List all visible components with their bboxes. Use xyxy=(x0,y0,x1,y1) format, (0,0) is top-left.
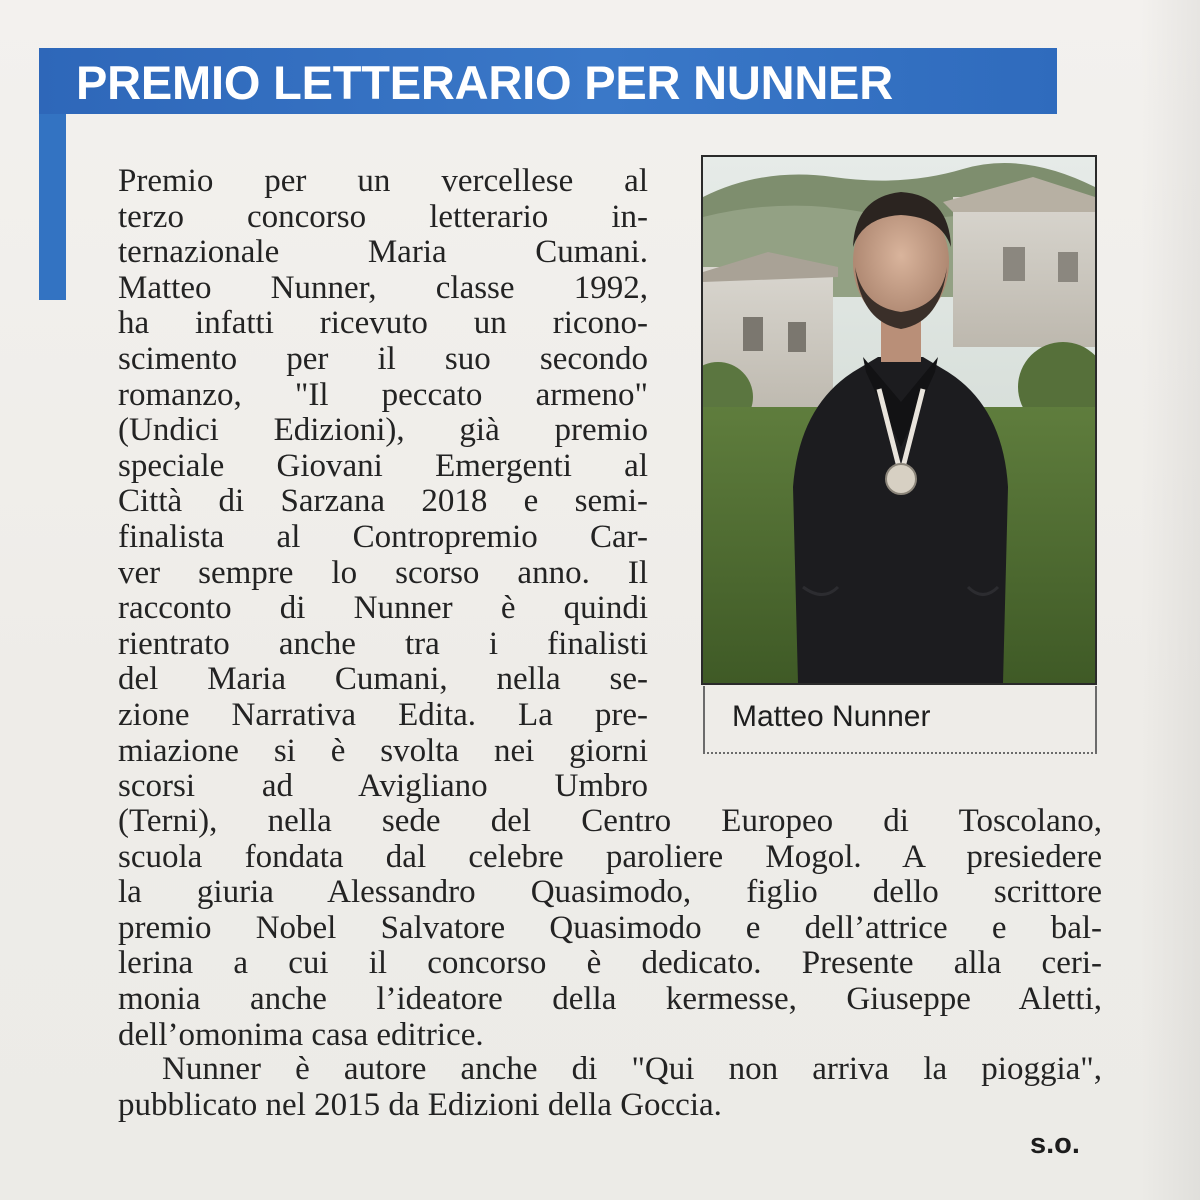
body-line: ternazionale Maria Cumani. xyxy=(118,234,648,271)
body-line: del Maria Cumani, nella se- xyxy=(118,661,648,698)
article-paragraph-2 xyxy=(118,1052,1102,1123)
body-line: zione Narrativa Edita. La pre- xyxy=(118,696,648,733)
article-title: PREMIO LETTERARIO PER NUNNER xyxy=(76,56,893,109)
body-line: Premio per un vercellese al xyxy=(118,163,648,199)
author-photo xyxy=(701,155,1097,685)
body-line: (Terni), nella sede del Centro Europeo di Toscolano, xyxy=(118,803,1102,839)
body-line: Città di Sarzana 2018 e semi- xyxy=(118,483,648,520)
body-line: racconto di Nunner è quindi xyxy=(118,590,648,627)
body-line: premio Nobel Salvatore Quasimodo e dell’attrice e bal- xyxy=(118,909,1102,946)
body-line: terzo concorso letterario in- xyxy=(118,198,648,235)
article-body-narrow xyxy=(118,164,648,805)
article-body-wide xyxy=(118,804,1102,1053)
page-shadow xyxy=(1140,0,1200,1200)
body-line: la giuria Alessandro Quasimodo, figlio dello scrittore xyxy=(118,874,1102,911)
body-line: speciale Giovani Emergenti al xyxy=(118,447,648,484)
body-line: monia anche l’ideatore della kermesse, Giuseppe Aletti, xyxy=(118,980,1102,1017)
body-line: ver sempre lo scorso anno. Il xyxy=(118,554,648,591)
body-line: romanzo, "Il peccato armeno" xyxy=(118,376,648,413)
body-line: scimento per il suo secondo xyxy=(118,340,648,377)
body-line: scorsi ad Avigliano Umbro xyxy=(118,768,648,805)
author-photo-image xyxy=(703,157,1095,683)
body-line: pubblicato nel 2015 da Edizioni della Goccia. xyxy=(118,1086,722,1123)
body-line: scuola fondata dal celebre paroliere Mogol. A presiedere xyxy=(118,838,1102,875)
body-line: ha infatti ricevuto un ricono- xyxy=(118,305,648,342)
body-line: lerina a cui il concorso è dedicato. Presente alla ceri- xyxy=(118,945,1102,982)
body-line: rientrato anche tra i finalisti xyxy=(118,625,648,662)
body-line: Matteo Nunner, classe 1992, xyxy=(118,269,648,306)
body-line: miazione si è svolta nei giorni xyxy=(118,732,648,769)
body-line: (Undici Edizioni), già premio xyxy=(118,412,648,449)
author-initials: s.o. xyxy=(1030,1128,1080,1160)
photo-caption: Matteo Nunner xyxy=(732,700,931,733)
body-line: dell’omonima casa editrice. xyxy=(118,1016,484,1053)
body-line: Nunner è autore anche di "Qui non arriva la pioggia", xyxy=(162,1051,1102,1087)
body-line: finalista al Contropremio Car- xyxy=(118,518,648,555)
